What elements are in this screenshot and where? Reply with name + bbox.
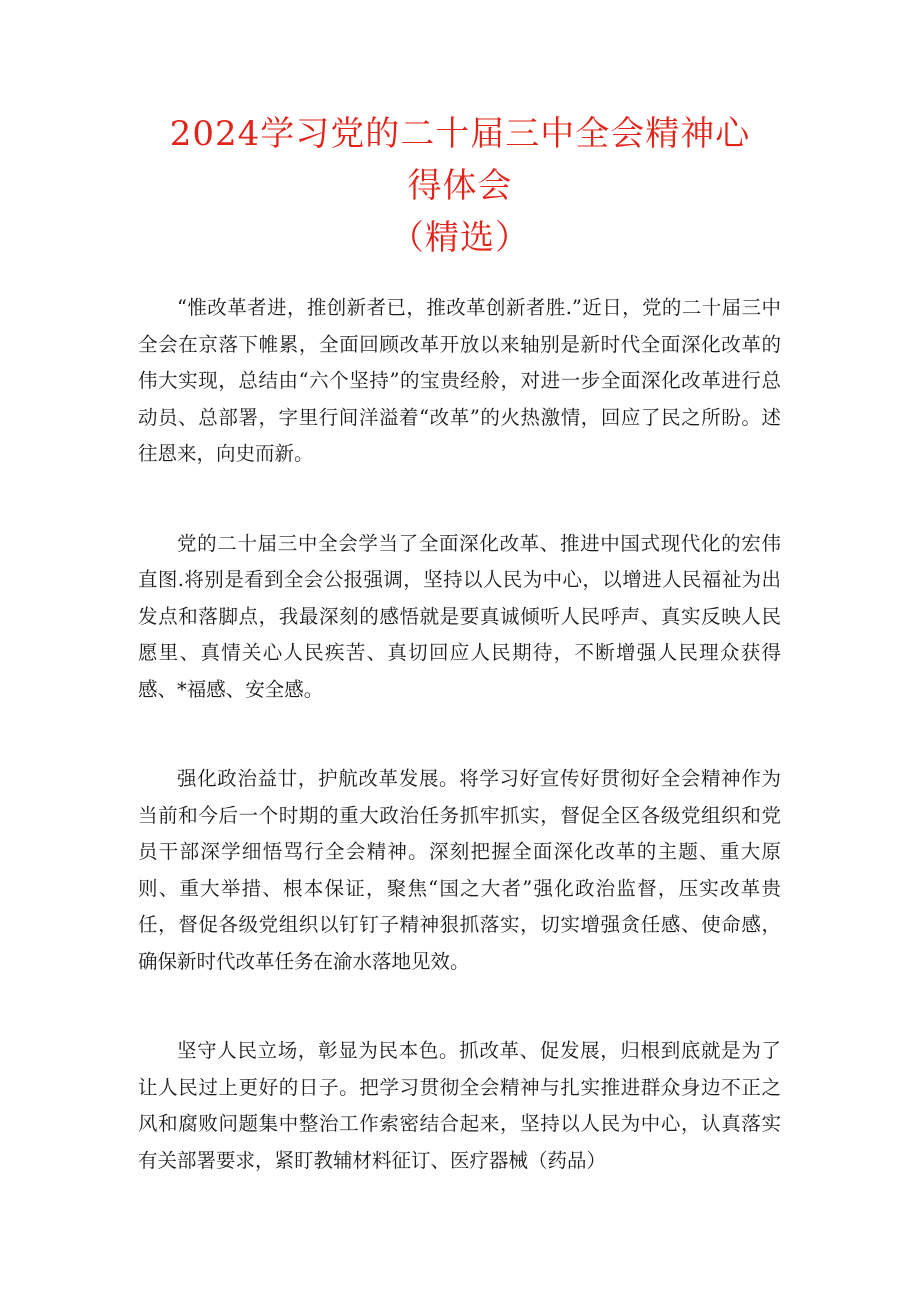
paragraph-4: 坚守人民立场，彰显为民本色。抓改革、促发展，归根到底就是为了让人民过上更好的日子。把学习贯彻全会精神与扎实推进群众身边不正之风和腐败问题集中整治工作索密结合起来，坚持以人民为中心，认真落实有关部署要求，紧盯教辅材料征订、医疗器械（药品） bbox=[138, 1039, 781, 1172]
paragraph-1: “惟改革者进，推创新者已，推改革创新者胜.”近日，党的二十届三中全会在京落下帷累，全面回顾改革开放以来轴别是新时代全面深化改革的伟大实现，总结由“六个坚持”的宝贵经舲，对进一步全面深化改革进行总动员、总部署，字里行间洋溢着“改革”的火热激情，回应了民之所盼。述往恩来，向史而新。 bbox=[138, 296, 781, 465]
document-body bbox=[138, 290, 781, 1232]
title-line-2: 得体会 bbox=[407, 166, 513, 206]
title-line-3: （精选） bbox=[390, 218, 530, 258]
paragraph-3: 强化政治益廿，护航改革发展。将学习好宣传好贯彻好全会精神作为当前和今后一个时期的重大政治任务抓牢抓实，督促全区各级党组织和党员干部深学细悟骂行全会精神。深刻把握全面深化改革的主题、重大原则、重大举措、根本保证，聚焦“国之大者”强化政治监督，压实改革贵任，督促各级党组织以钉钉子精神狠抓落实，切实增强贪任感、使命感，确保新时代改革任务在渝水落地见效。 bbox=[138, 767, 781, 973]
paragraph-2: 党的二十届三中全会学当了全面深化改革、推进中国式现代化的宏伟直图.将别是看到全会公报强调，坚持以人民为中心，以增进人民福祉为出发点和落脚点，我最深刻的感悟就是要真诚倾听人民呼声、真实反映人民愿里、真情关心人民疾苦、真切回应人民期待，不断增强人民理众获得感、*福感、安全感。 bbox=[138, 531, 781, 701]
document-title bbox=[130, 108, 790, 264]
title-line-1: 2024学习党的二十届三中全会精神心 bbox=[169, 114, 751, 154]
